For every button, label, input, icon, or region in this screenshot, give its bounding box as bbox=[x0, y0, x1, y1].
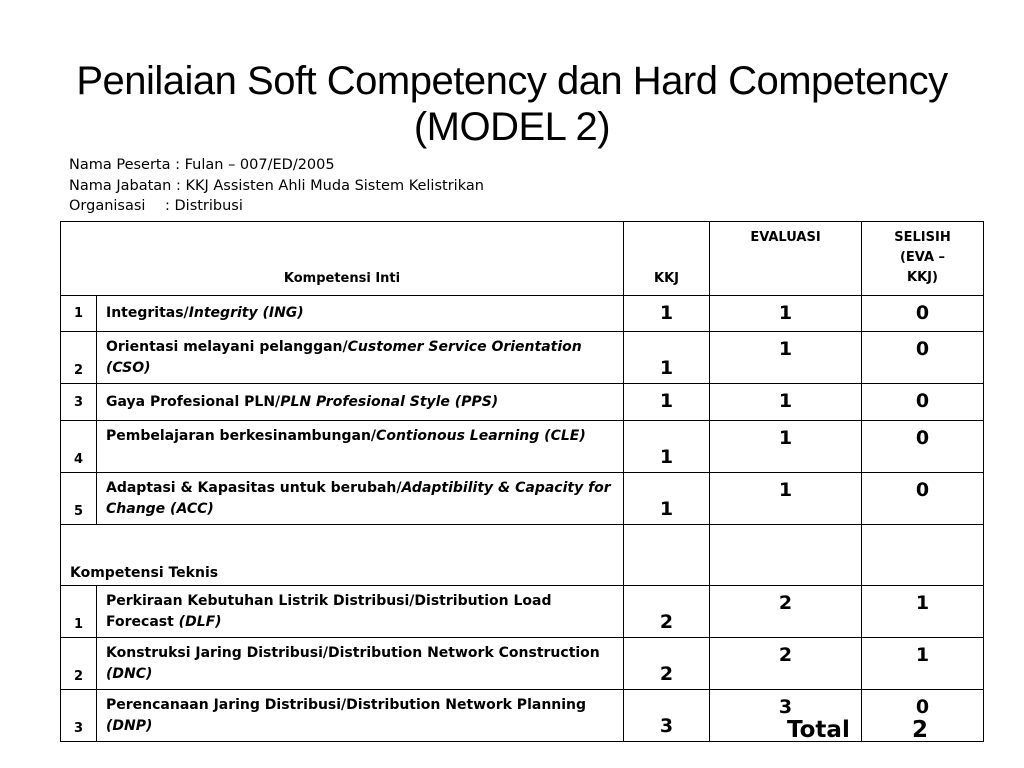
info-nama-peserta bbox=[69, 155, 484, 176]
header-selisih-line-1: SELISIH bbox=[894, 230, 951, 245]
kkj-value: 2 bbox=[624, 586, 710, 638]
table-row bbox=[61, 296, 984, 332]
competency-table bbox=[60, 221, 984, 742]
table-row bbox=[61, 332, 984, 384]
competency-english: (DNC) bbox=[106, 665, 153, 682]
row-number: 3 bbox=[61, 690, 97, 742]
competency-english: (DLF) bbox=[178, 613, 222, 630]
competency-text: Pembelajaran berkesinambungan/ bbox=[106, 428, 377, 444]
competency-name bbox=[97, 384, 624, 421]
empty-cell bbox=[624, 525, 710, 586]
nama-peserta-label: Nama Peserta bbox=[69, 157, 171, 173]
kkj-value: 3 bbox=[624, 690, 710, 742]
table-row bbox=[61, 421, 984, 473]
header-kompetensi-inti: Kompetensi Inti bbox=[61, 222, 624, 296]
organisasi-label: Organisasi bbox=[69, 198, 146, 214]
competency-name bbox=[97, 421, 624, 473]
info-nama-jabatan bbox=[69, 176, 484, 197]
row-number: 4 bbox=[61, 421, 97, 473]
competency-name bbox=[97, 473, 624, 525]
evaluasi-value: 2 bbox=[710, 638, 862, 690]
total-label: Total bbox=[787, 717, 850, 743]
competency-name bbox=[97, 690, 624, 742]
row-number: 3 bbox=[61, 384, 97, 421]
section-row-kompetensi-teknis bbox=[61, 525, 984, 586]
competency-text: Adaptasi & Kapasitas untuk berubah/ bbox=[106, 480, 402, 496]
header-evaluasi: EVALUASI bbox=[710, 222, 862, 296]
competency-text: Gaya Profesional PLN/ bbox=[106, 393, 281, 410]
competency-english: (DNP) bbox=[106, 717, 153, 734]
header-selisih-line-2: (EVA – bbox=[899, 250, 946, 265]
evaluasi-value: 1 bbox=[710, 421, 862, 473]
evaluasi-value: 3 bbox=[710, 690, 862, 742]
participant-info bbox=[69, 155, 484, 217]
evaluasi-value: 2 bbox=[710, 586, 862, 638]
table-row bbox=[61, 473, 984, 525]
competency-text: Perkiraan Kebutuhan Listrik Distribusi/Distribution Load Forecast bbox=[106, 593, 552, 630]
row-number: 2 bbox=[61, 332, 97, 384]
kkj-value: 1 bbox=[624, 421, 710, 473]
kkj-value: 1 bbox=[624, 384, 710, 421]
competency-name bbox=[97, 638, 624, 690]
empty-cell bbox=[710, 525, 862, 586]
selisih-value: 0 bbox=[862, 384, 984, 421]
kkj-value: 1 bbox=[624, 473, 710, 525]
selisih-value: 0 bbox=[862, 296, 984, 332]
competency-name bbox=[97, 296, 624, 332]
row-number: 2 bbox=[61, 638, 97, 690]
competency-text: Konstruksi Jaring Distribusi/Distribution Network Construction bbox=[106, 645, 600, 661]
page-title bbox=[0, 58, 1024, 150]
evaluasi-value: 1 bbox=[710, 473, 862, 525]
selisih-value: 0 bbox=[862, 421, 984, 473]
competency-english: Customer Service Orientation (CSO) bbox=[106, 339, 582, 376]
nama-peserta-value: : Fulan – 007/ED/2005 bbox=[175, 157, 335, 173]
competency-name bbox=[97, 332, 624, 384]
evaluasi-value: 1 bbox=[710, 332, 862, 384]
row-number: 5 bbox=[61, 473, 97, 525]
competency-english: Adaptibility & Capacity for Change (ACC) bbox=[106, 480, 611, 517]
selisih-value: 1 bbox=[862, 638, 984, 690]
evaluasi-value: 1 bbox=[710, 384, 862, 421]
kkj-value: 1 bbox=[624, 296, 710, 332]
kkj-value: 1 bbox=[624, 332, 710, 384]
info-organisasi bbox=[69, 196, 484, 217]
nama-jabatan-value: : KKJ Assisten Ahli Muda Sistem Kelistrikan bbox=[175, 177, 484, 194]
title-line-1: Penilaian Soft Competency dan Hard Competency bbox=[76, 59, 948, 103]
selisih-value: 1 bbox=[862, 586, 984, 638]
section-label-kompetensi-teknis: Kompetensi Teknis bbox=[61, 525, 624, 586]
title-line-2: (MODEL 2) bbox=[413, 105, 611, 149]
header-kkj: KKJ bbox=[624, 222, 710, 296]
header-selisih-line-3: KKJ) bbox=[907, 270, 938, 285]
row-number: 1 bbox=[61, 586, 97, 638]
selisih-value: 0 bbox=[862, 332, 984, 384]
kkj-value: 2 bbox=[624, 638, 710, 690]
table-row bbox=[61, 384, 984, 421]
organisasi-value: : Distribusi bbox=[165, 198, 243, 214]
row-number: 1 bbox=[61, 296, 97, 332]
competency-english: Contionous Learning (CLE) bbox=[376, 428, 586, 444]
competency-text: Perencanaan Jaring Distribusi/Distribution Network Planning bbox=[106, 697, 587, 713]
empty-cell bbox=[862, 525, 984, 586]
competency-english: PLN Profesional Style (PPS) bbox=[280, 393, 499, 410]
header-selisih bbox=[862, 222, 984, 296]
nama-jabatan-label: Nama Jabatan bbox=[69, 177, 172, 194]
table-row bbox=[61, 638, 984, 690]
competency-text: Integritas/ bbox=[106, 305, 189, 322]
competency-english: Integrity (ING) bbox=[188, 305, 304, 322]
selisih-value: 0 bbox=[862, 690, 984, 742]
table-row bbox=[61, 586, 984, 638]
total-value: 2 bbox=[912, 717, 929, 743]
selisih-value: 0 bbox=[862, 473, 984, 525]
evaluasi-value: 1 bbox=[710, 296, 862, 332]
competency-name bbox=[97, 586, 624, 638]
competency-text: Orientasi melayani pelanggan/ bbox=[106, 339, 348, 355]
table-header-row bbox=[61, 222, 984, 296]
